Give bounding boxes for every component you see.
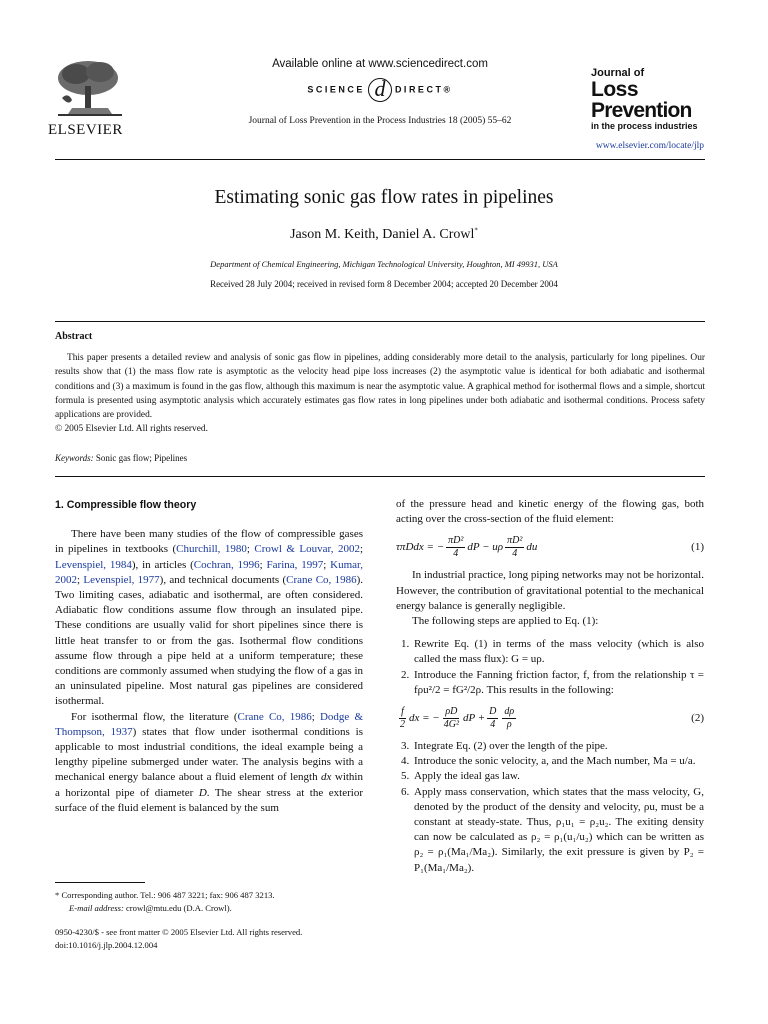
section1-paragraph-1: There have been many studies of the flow of compressible gases in pipelines in textbooks (Churchill, 1980; Crowl & Louvar, 2002; Levenspiel, 1984), in articles (Cochran, 1996; Farina, 1997; Kumar, 2002; Levenspiel, 1977), and technical documents (Crane Co, 1986). Two limiting cases, adiabatic and isothermal, are often considered. Adiabatic flow conditions assume flow through an insulated pipe. These conditions are usually valid for short pipelines since there is little heat transfer to or from the gas. Isothermal flow conditions assume flow through a pipe held at a uniform temperature; these conditions are commonly assumed when studying the flow of a gas in an uninsulated pipeline. Most natural gas pipelines are considered isothermal. [55,528,364,708]
sd-left-text: SCIENCE [307,84,365,95]
journal-citation: Journal of Loss Prevention in the Process Industries 18 (2005) 55–62 [248,116,512,126]
journal-logo-line4: in the process industries [591,121,698,131]
keywords-label: Keywords: [55,453,94,463]
footnote-rule [55,882,145,883]
journal-logo-line1: Journal of [591,67,645,79]
abstract-top-rule [55,321,705,322]
eq2-fraction-3: $\frac{D}{4}$ [489,706,497,731]
journal-logo [591,68,711,131]
equation-2 [396,706,704,731]
header-rule [55,159,705,160]
ref-cochran-1996[interactable]: Cochran, 1996 [193,558,260,571]
received-dates: Received 28 July 2004; received in revised form 8 December 2004; accepted 20 December 2004 [210,279,558,289]
steps-list-continued [396,739,704,876]
eq1-end: du [526,541,538,554]
eq1-fraction-2: $\frac{\text{πD²}}{4}$ [507,535,523,560]
steps-list [396,637,704,698]
step-2-result: This results in the following: [486,683,614,696]
affiliation: Department of Chemical Engineering, Michigan Technological University, Houghton, MI 49931, USA [210,259,558,269]
eq2-fraction-4: $\frac{d\rho}{\rho}$ [504,706,515,731]
doi-line: doi:10.1016/j.jlp.2004.12.004 [55,939,158,950]
sd-registered-mark: ® [443,84,453,95]
eq1-fraction-1: $\frac{\text{πD²}}{4}$ [448,535,464,560]
footnote [55,889,363,914]
sciencedirect-logo [180,78,580,102]
eq2-mid-2: dP + [462,711,486,724]
step-2-text: Introduce the Fanning friction factor, f, from the relationship τ = fρu²/2 = fG²/2ρ. [414,668,704,696]
abstract-copyright: © 2005 Elsevier Ltd. All rights reserved. [55,424,208,434]
left-column [55,498,363,816]
email-link[interactable]: crowl@mtu.edu (D.A. Crowl). [125,902,232,913]
paper-title: Estimating sonic gas flow rates in pipelines [214,187,554,208]
ref-crowl-louvar-2002[interactable]: Crowl & Louvar, 2002 [254,543,360,556]
journal-url-link[interactable]: www.elsevier.com/locate/jlp [595,141,704,151]
footnote-corresponding: * Corresponding author. Tel.: 906 487 3221; fax: 906 487 3213. [55,890,275,900]
email-label: E-mail address: [69,902,124,913]
author-names: Jason M. Keith, Daniel A. Crowl [290,227,475,242]
front-matter-line: 0950-4230/$ - see front matter © 2005 Elsevier Ltd. All rights reserved. [55,927,303,937]
step-5: 5. Apply the ideal gas law. [412,769,704,784]
step-4: 4. Introduce the sonic velocity, a, and the Mach number, Ma = u/a. [412,754,704,769]
abstract-text: This paper presents a detailed review and analysis of sonic gas flow in pipelines, adding considerably more detail to the analysis, particularly for long pipelines. Our results show that (1) the mass flow rate is asymptotic as the velocity head pipe loss increases (2) the asymptotic value is identical for both adiabatic and isothermal conditions and (3) a maximum is found in the gas flow, although this maximum is near the asymptotic value. A graphical method for isothermal flows and a simple, shortcut formula is presented using asymptotic analysis which accurately estimates gas flow rates in long pipelines under both adiabatic and isothermal conditions. Process safety applications are provided. [55,353,705,421]
header-center [180,58,580,126]
abstract-heading: Abstract [55,331,93,342]
ref-dodge-thompson-1937[interactable]: Dodge & Thompson, 1937 [55,710,363,738]
keywords-text: Sonic gas flow; Pipelines [95,453,188,463]
eq1-mid: dP − uρ [467,541,504,554]
author-footnote-mark[interactable]: * [474,226,478,235]
journal-logo-line3: Prevention [591,99,692,122]
step-6: 6. Apply mass conservation, which states that the mass velocity, G, denoted by the product of the density and velocity, ρu, must be a constant at steady-state. Thus, ρ₁u₁ = ρ₂u₂. The exiting density can now be calculated as ρ₂ = ρ₁(u₁/u₂) which can be written as ρ₂ = ρ₁(Ma₁/Ma₂). Similarly, the exit pressure is given by P₂ = P₁(Ma₁/Ma₂). [412,785,704,876]
ref-levenspiel-1984[interactable]: Levenspiel, 1984 [55,558,132,571]
eq2-mid-1: dx = − [409,711,440,724]
right-paragraph-2: The following steps are applied to Eq. (1): [412,615,599,628]
sd-right-text: DIRECT [394,84,444,95]
eq1-lhs: τπDdx = − [396,541,445,554]
ref-crane-1986-a[interactable]: Crane Co, 1986 [286,573,357,586]
section-heading: 1. Compressible flow theory [55,499,197,511]
eq2-fraction-2: $\frac{\rho D}{\text{4G²}}$ [443,706,459,731]
ref-crane-1986-b[interactable]: Crane Co, 1986 [237,710,312,723]
step-1: 1. Rewrite Eq. (1) in terms of the mass velocity (which is also called the mass flux): G = uρ. [412,637,704,667]
sd-at-icon: d [368,78,392,102]
eq1-tag: (1) [691,541,704,554]
right-paragraph-1: In industrial practice, long piping networks may not be horizontal. However, the contribution of gravitational potential to the mechanical energy balance is generally negligible. [396,569,704,612]
keywords [55,453,187,463]
ref-kumar-2002[interactable]: Kumar, 2002 [55,558,364,586]
available-online: Available online at www.sciencedirect.com [272,58,488,70]
eq2-tag: (2) [691,711,704,724]
step-3: 3. Integrate Eq. (2) over the length of the pipe. [412,739,704,754]
eq2-fraction-1: $\frac{f}{2}$ [400,706,405,731]
equation-1 [396,535,704,560]
journal-logo-line2: Loss [591,78,639,101]
bottom-info [55,926,302,951]
publisher-name: ELSEVIER [48,122,123,138]
footnote-email [55,902,363,915]
ref-churchill-1980[interactable]: Churchill, 1980 [176,543,247,556]
ref-farina-1997[interactable]: Farina, 1997 [266,558,324,571]
abstract-bottom-rule [55,476,705,477]
elsevier-logo [48,58,132,139]
elsevier-tree-icon [48,58,132,120]
right-paragraph-0: of the pressure head and kinetic energy of the flowing gas, both acting over the cross-section of the fluid element: [396,498,704,526]
authors [0,227,768,243]
section1-paragraph-2: For isothermal flow, the literature (Crane Co, 1986; Dodge & Thompson, 1937) states that flow under isothermal conditions is applicable to most industrial conditions, the ideal example being a lengthy pipeline submerged under water. The analysis begins with a mechanical energy balance about a fluid element of length dx within a horizontal pipe of diameter D. The shear stress at the exterior surface of the fluid element is balanced by the sum [55,710,364,814]
step-2 [412,668,704,698]
right-column [396,497,704,876]
ref-levenspiel-1977[interactable]: Levenspiel, 1977 [83,573,160,586]
